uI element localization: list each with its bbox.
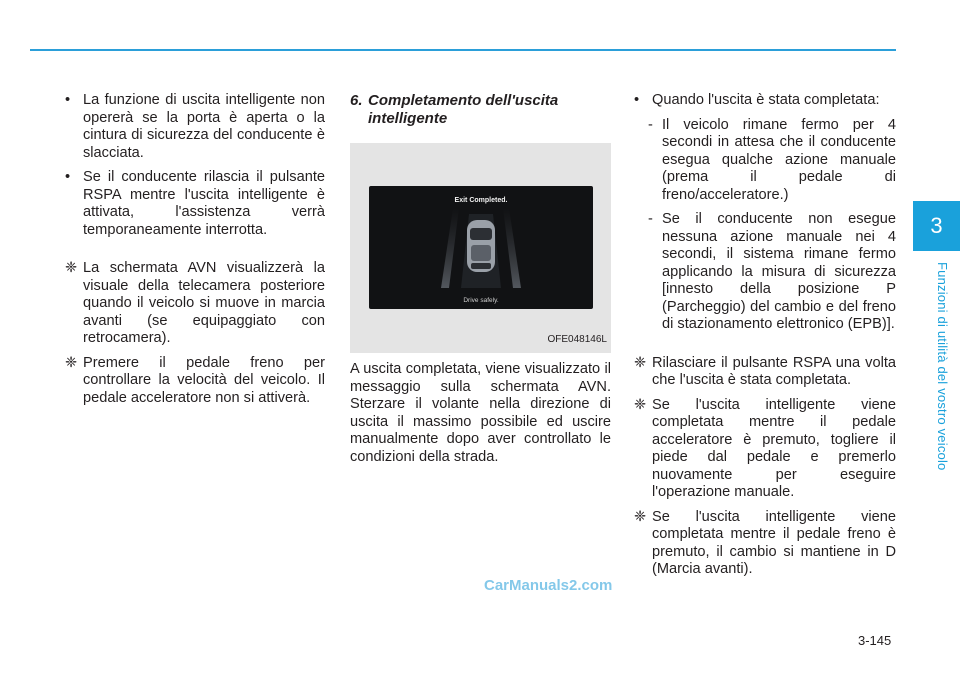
note-item	[65, 260, 325, 348]
note-item	[65, 355, 325, 408]
note-text: Premere il pedale freno per controllare la velocità del veicolo. Il pedale acceleratore non si attiverà.	[83, 354, 325, 406]
note-icon: ❈	[634, 508, 647, 525]
right-column	[634, 92, 896, 586]
bullet-mark: •	[65, 169, 71, 185]
bullet-text: Se il conducente rilascia il pulsante RSPA mentre l'uscita intelligente è attivata, l'assistenza verrà temporaneamente interrotta.	[83, 169, 325, 238]
note-icon: ❈	[634, 354, 647, 371]
left-column	[65, 92, 325, 414]
screen-title: Exit Completed.	[454, 197, 508, 204]
note-icon: ❈	[65, 260, 78, 276]
bullet-text: La funzione di uscita intelligente non opererà se la porta è aperta o la cintura di sicurezza del conducente è slacciata.	[83, 92, 325, 161]
note-text: Se l'uscita intelligente viene completata mentre il pedale freno è premuto, il cambio si mantiene in D (Marcia avanti).	[652, 508, 896, 577]
note-item	[634, 355, 896, 390]
figure-code: OFE048146L	[547, 333, 607, 345]
middle-column	[350, 92, 611, 466]
note-text: Rilasciare il pulsante RSPA una volta che l'uscita è stata completata.	[652, 354, 896, 388]
section-number: 6.	[350, 92, 363, 109]
bullet-mark: •	[65, 92, 71, 108]
sub-item	[634, 117, 896, 205]
figure	[350, 143, 611, 353]
body-paragraph: A uscita completata, viene visualizzato il messaggio sulla schermata AVN. Sterzare il volante nella direzione di uscita il massimo possibile ed uscire manualmente dopo aver controllato le condizioni della strada.	[350, 361, 611, 465]
bullet-item	[65, 169, 325, 239]
screen-footer: Drive safely.	[463, 297, 499, 304]
note-text: La schermata AVN visualizzerà la visuale della telecamera posteriore quando il veicolo si muove in marcia avanti (se equipaggiato con retrocamera).	[83, 260, 325, 346]
note-icon: ❈	[65, 354, 78, 371]
note-icon: ❈	[634, 396, 647, 413]
sub-item	[634, 211, 896, 334]
bullet-item	[634, 92, 896, 110]
car-top-view-icon	[431, 200, 531, 292]
page-number: 3-145	[858, 633, 892, 648]
chapter-number: 3	[930, 213, 943, 238]
sub-item-text: Il veicolo rimane fermo per 4 secondi in attesa che il conducente esegua qualche azione manuale (prema il pedale di freno/acceleratore.)	[662, 116, 896, 203]
note-item	[634, 397, 896, 502]
section-title: Completamento dell'uscita intelligente	[368, 92, 559, 127]
sub-item-text: Se il conducente non esegue nessuna azione manuale nei 4 secondi, il sistema rimane fermo applicando la misura di sicurezza [innesto della posizione P (Parcheggio) del cambio e del freno di stazionamento elettronico (EPB)].	[662, 211, 896, 332]
bullet-mark: •	[634, 92, 640, 108]
note-text: Se l'uscita intelligente viene completata mentre il pedale acceleratore è premuto, togliere il piede dal pedale e premerlo nuovamente per eseguire l'operazione manuale.	[652, 396, 896, 500]
dash-mark: -	[648, 211, 653, 227]
section-heading	[350, 92, 611, 128]
dash-mark: -	[648, 116, 653, 133]
watermark-link[interactable]: CarManuals2.com	[484, 577, 613, 594]
bullet-text: Quando l'uscita è stata completata:	[652, 92, 880, 108]
bullet-item	[65, 92, 325, 162]
avn-screen-image	[369, 186, 593, 309]
chapter-tab	[913, 201, 960, 251]
note-item	[634, 509, 896, 579]
chapter-section-label: Funzioni di utilità del vostro veicolo	[935, 262, 950, 471]
header-rule	[30, 49, 896, 51]
